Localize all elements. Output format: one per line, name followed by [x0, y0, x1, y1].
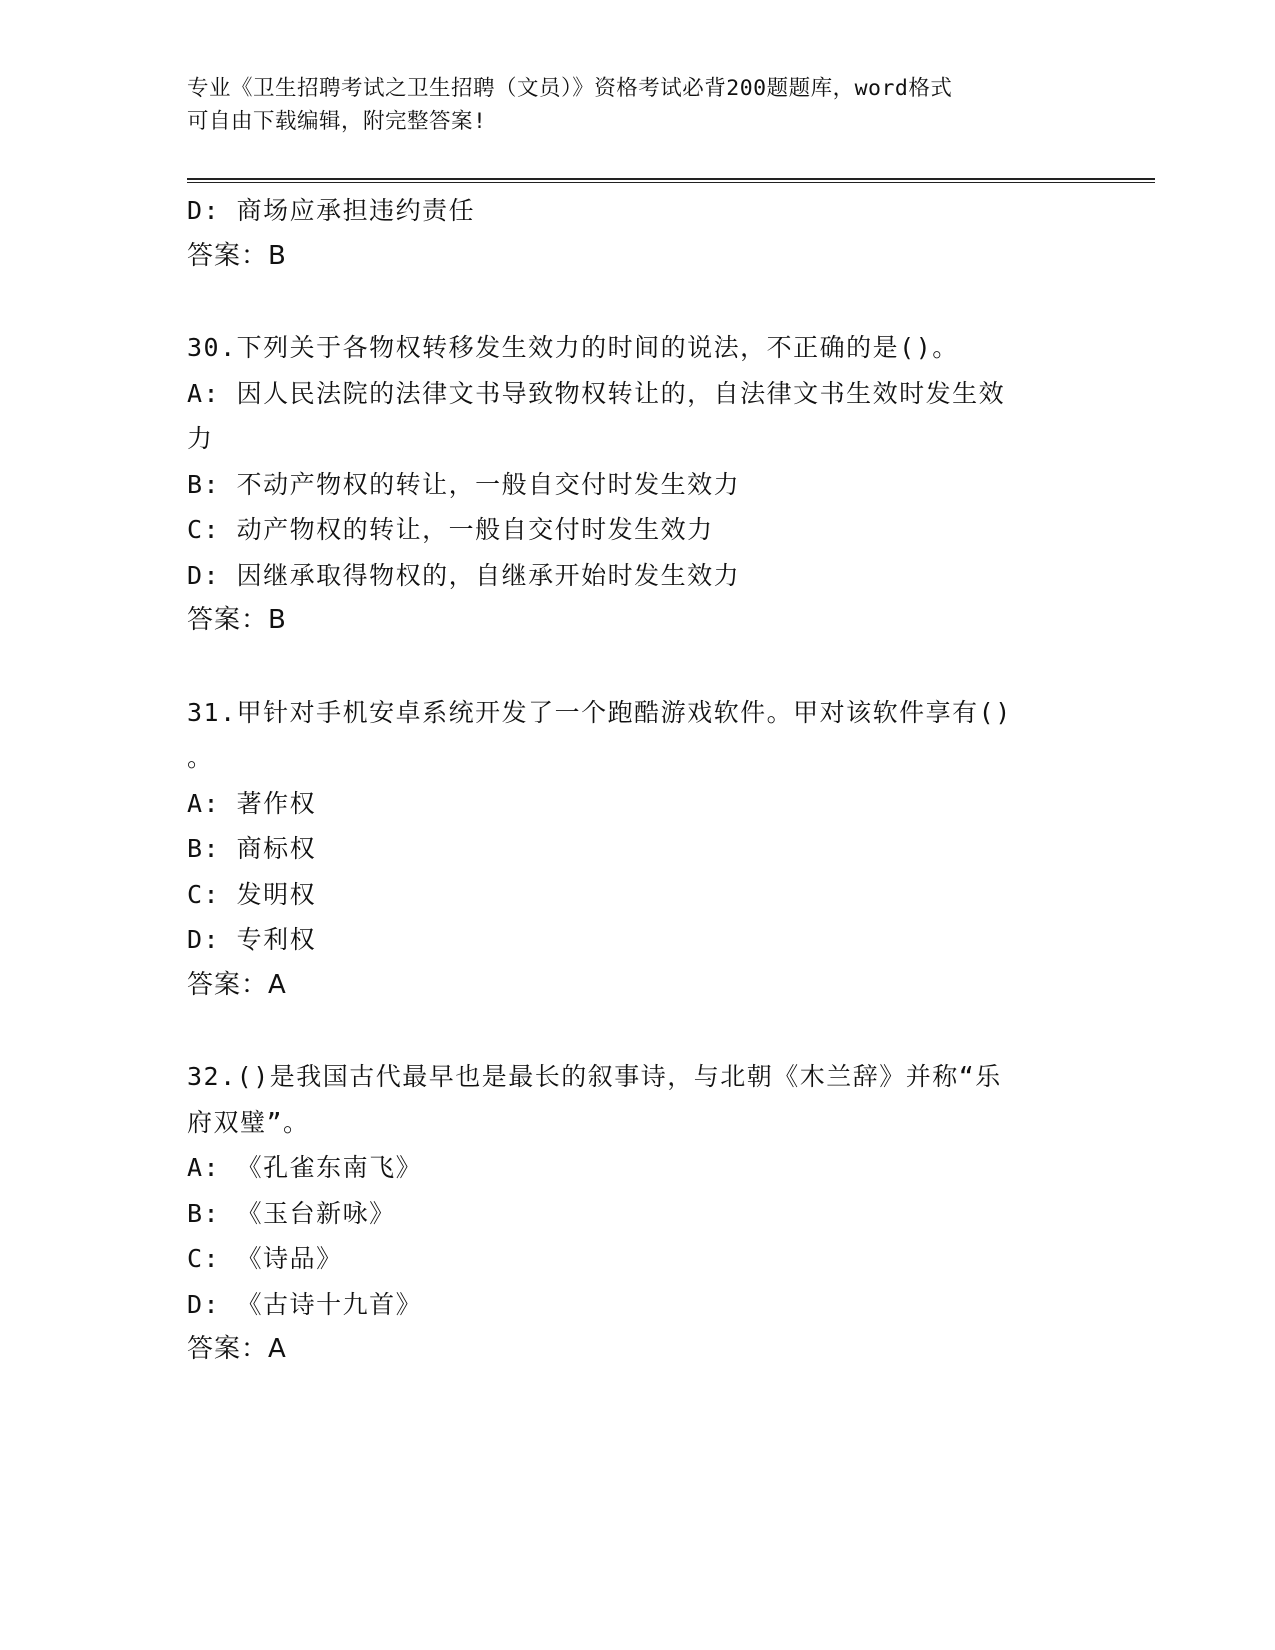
question-stem: 30.下列关于各物权转移发生效力的时间的说法，不正确的是()。 — [187, 333, 959, 362]
option-c: C: 《诗品》 — [187, 1244, 343, 1273]
answer-line: 答案：A — [187, 1334, 287, 1364]
question-stem: 32.()是我国古代最早也是最长的叙事诗，与北朝《木兰辞》并称“乐 — [187, 1062, 1002, 1091]
option-c: C: 动产物权的转让，一般自交付时发生效力 — [187, 515, 714, 544]
option-d: D: 商场应承担违约责任 — [187, 196, 476, 225]
option-d: D: 专利权 — [187, 925, 317, 954]
answer-line: 答案：A — [187, 969, 287, 1000]
question-30 — [187, 325, 1087, 644]
option-a: A: 因人民法院的法律文书导致物权转让的，自法律文书生效时发生效 — [187, 378, 1006, 408]
header-line-2: 可自由下载编辑，附完整答案! — [187, 109, 487, 134]
answer-line: 答案：B — [187, 240, 287, 271]
question-stem-continued: 府双璧”。 — [187, 1107, 310, 1137]
header-line-1: 专业《卫生招聘考试之卫生招聘（文员）》资格考试必背200题题库，word格式 — [187, 76, 953, 101]
question-stem: 31.甲针对手机安卓系统开发了一个跑酷游戏软件。甲对该软件享有() — [187, 697, 1012, 727]
question-31 — [187, 690, 1087, 1009]
page-header — [187, 72, 1087, 138]
question-content — [187, 188, 1087, 1373]
option-d: D: 《古诗十九首》 — [187, 1289, 423, 1319]
answer-line: 答案：B — [187, 605, 287, 635]
question-stem-continued: 。 — [187, 743, 214, 772]
option-d: D: 因继承取得物权的，自继承开始时发生效力 — [187, 560, 741, 590]
option-b: B: 商标权 — [187, 834, 317, 863]
option-a: A: 著作权 — [187, 788, 317, 818]
option-c: C: 发明权 — [187, 879, 317, 909]
option-a-continued: 力 — [187, 424, 214, 453]
header-divider — [187, 178, 1155, 183]
question-32 — [187, 1054, 1087, 1373]
option-b: B: 《玉台新咏》 — [187, 1198, 396, 1228]
option-a: A: 《孔雀东南飞》 — [187, 1153, 423, 1182]
option-b: B: 不动产物权的转让，一般自交付时发生效力 — [187, 469, 741, 499]
